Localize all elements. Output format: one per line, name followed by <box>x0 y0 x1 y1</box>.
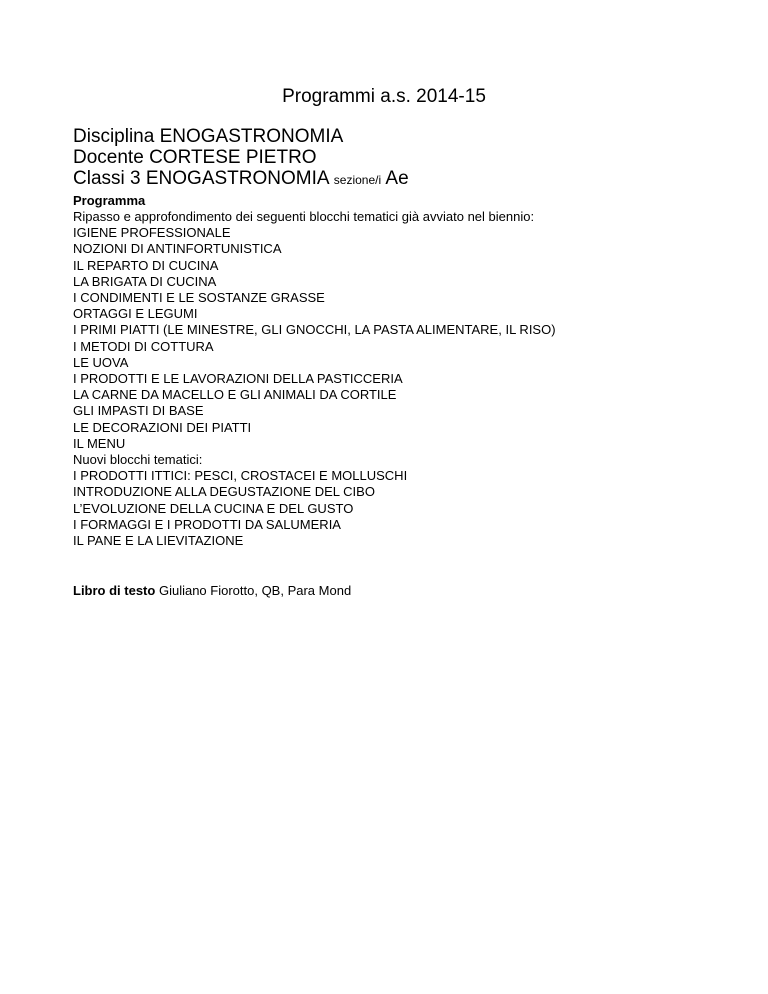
program-line: I PRIMI PIATTI (LE MINESTRE, GLI GNOCCHI, LA PASTA ALIMENTARE, IL RISO) <box>73 322 556 338</box>
program-line: IL PANE E LA LIEVITAZIONE <box>73 533 244 549</box>
program-line: IGIENE PROFESSIONALE <box>73 225 231 241</box>
textbook-label: Libro di testo <box>73 583 156 598</box>
discipline-line <box>73 126 753 147</box>
program-line: LA CARNE DA MACELLO E GLI ANIMALI DA CORTILE <box>73 387 397 403</box>
program-line: I FORMAGGI E I PRODOTTI DA SALUMERIA <box>73 516 341 532</box>
program-line: I PRODOTTI ITTICI: PESCI, CROSTACEI E MOLLUSCHI <box>73 468 408 484</box>
textbook-line <box>73 583 351 599</box>
program-line: L’EVOLUZIONE DELLA CUCINA E DEL GUSTO <box>73 500 354 516</box>
document-title: Programmi a.s. 2014-15 <box>282 86 486 107</box>
program-line: Nuovi blocchi tematici: <box>73 452 203 468</box>
teacher-line <box>73 147 753 168</box>
teacher-label: Docente <box>73 147 144 168</box>
program-line: I PRODOTTI E LE LAVORAZIONI DELLA PASTICCERIA <box>73 371 403 387</box>
program-line: Ripasso e approfondimento dei seguenti blocchi tematici già avviato nel biennio: <box>73 209 535 224</box>
program-line: LE UOVA <box>73 354 129 370</box>
program-line: IL REPARTO DI CUCINA <box>73 257 219 273</box>
program-line: INTRODUZIONE ALLA DEGUSTAZIONE DEL CIBO <box>73 484 375 500</box>
program-line: LE DECORAZIONI DEI PIATTI <box>73 419 252 435</box>
program-line: GLI IMPASTI DI BASE <box>73 403 204 419</box>
program-line: ORTAGGI E LEGUMI <box>73 306 198 322</box>
program-line: IL MENU <box>73 435 126 451</box>
program-line: NOZIONI DI ANTINFORTUNISTICA <box>73 241 282 257</box>
program-line: I CONDIMENTI E LE SOSTANZE GRASSE <box>73 290 325 306</box>
document-header <box>73 126 753 191</box>
program-line: LA BRIGATA DI CUCINA <box>73 273 217 289</box>
textbook-value: Giuliano Fiorotto, QB, Para Mond <box>158 583 352 598</box>
classes-label: Classi <box>73 168 125 189</box>
section-value: Ae <box>385 168 409 189</box>
classes-value: 3 ENOGASTRONOMIA <box>130 168 329 189</box>
teacher-value: CORTESE PIETRO <box>149 147 317 168</box>
classes-line <box>73 168 753 191</box>
section-label: sezione/i <box>333 173 382 187</box>
discipline-label: Disciplina <box>73 126 155 147</box>
program-line: I METODI DI COTTURA <box>73 338 214 354</box>
discipline-value: ENOGASTRONOMIA <box>159 126 344 147</box>
program-section <box>73 193 753 549</box>
program-heading: Programma <box>73 193 146 208</box>
